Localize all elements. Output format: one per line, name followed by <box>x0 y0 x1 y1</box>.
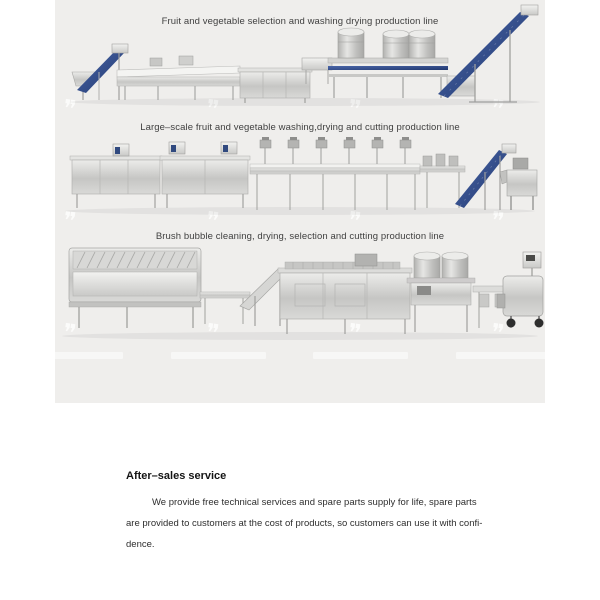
logo-watermark: ❞ <box>204 95 221 124</box>
centrifuge-drum <box>338 28 364 58</box>
after-sales-line-1: We provide free technical services and spare parts supply for life, spare parts <box>152 497 477 508</box>
washing-tank <box>160 156 250 208</box>
washing-tank <box>70 156 162 208</box>
logo-watermark: ❞ <box>489 95 506 124</box>
logo-watermark: ❞ <box>61 207 78 236</box>
watermark-text-bar <box>313 352 408 359</box>
brush-washer <box>69 248 201 328</box>
logo-watermark: ❞ <box>489 207 506 236</box>
centrifuge-station <box>407 252 475 332</box>
logo-watermark: ❞ <box>61 319 78 348</box>
washing-tank <box>238 68 312 103</box>
production-line-1-caption: Fruit and vegetable selection and washing drying production line <box>161 16 439 27</box>
vegetable-cutter <box>497 252 544 328</box>
outfeed-conveyor <box>200 292 250 324</box>
logo-watermark: ❞ <box>346 95 363 124</box>
centrifuge-station <box>328 28 448 98</box>
logo-watermark: ❞ <box>346 207 363 236</box>
cutting-machine <box>500 158 537 210</box>
after-sales-line-2: are provided to customers at the cost of products, so customers can use it with confi- <box>126 518 483 529</box>
centrifuge-drum <box>414 252 440 278</box>
logo-watermark: ❞ <box>346 319 363 348</box>
centrifuge-drum <box>409 30 435 58</box>
transfer-unit <box>302 58 332 84</box>
logo-watermark: ❞ <box>204 207 221 236</box>
processing-conveyor <box>250 164 420 210</box>
hanging-stations <box>420 154 465 208</box>
centrifuge-drum <box>383 30 409 58</box>
production-line-2-caption: Large–scale fruit and vegetable washing,drying and cutting production line <box>140 122 460 133</box>
after-sales-line-3: dence. <box>126 539 155 550</box>
logo-watermark: ❞ <box>61 95 78 124</box>
watermark-text-bar <box>171 352 266 359</box>
production-line-3-image <box>55 236 545 342</box>
overhead-motor-units <box>260 137 411 164</box>
tank-top-units <box>113 142 237 156</box>
watermark-text-bar <box>456 352 545 359</box>
after-sales-paragraph <box>126 492 486 555</box>
product-description-panel <box>55 0 545 403</box>
after-sales-heading: After–sales service <box>126 470 227 482</box>
logo-watermark: ❞ <box>204 319 221 348</box>
production-line-3-caption: Brush bubble cleaning, drying, selection and cutting production line <box>155 231 445 242</box>
watermark-text-bar <box>55 352 123 359</box>
bubble-washing-tank <box>278 254 412 334</box>
logo-watermark: ❞ <box>489 319 506 348</box>
sorting-conveyor <box>117 56 240 100</box>
centrifuge-drum <box>442 252 468 278</box>
